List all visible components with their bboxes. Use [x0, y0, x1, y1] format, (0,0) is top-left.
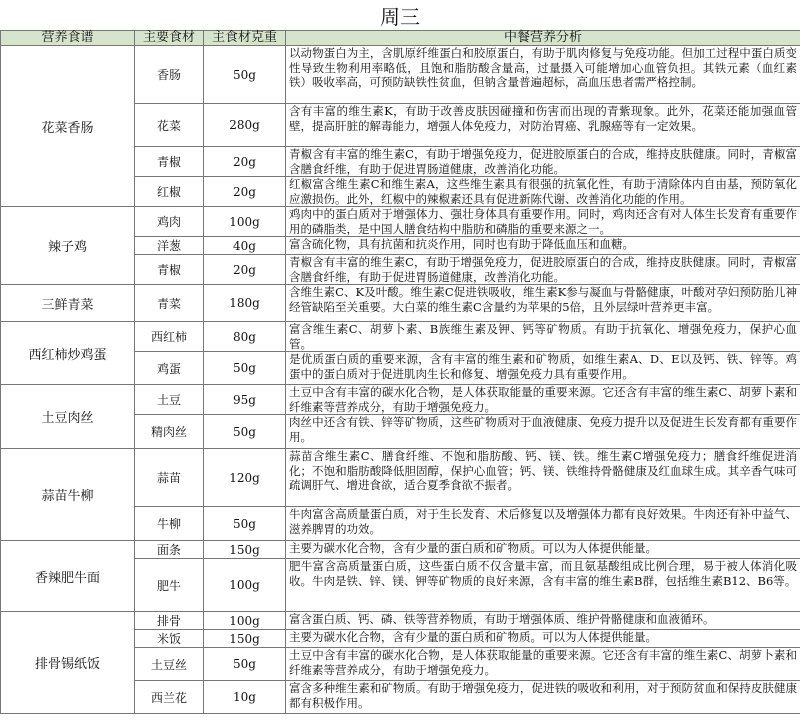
- header-weight: 主食材克重: [204, 31, 286, 46]
- dish-name: 香辣肥牛面: [1, 541, 135, 612]
- analysis-cell: 肉丝中还含有铁、锌等矿物质，这些矿物质对于血液健康、免疫力提升以及促进生长发育都有重要作用。: [286, 415, 800, 449]
- analysis-cell: 以动物蛋白为主，含肌原纤维蛋白和胶原蛋白，有助于肌肉修复与免疫功能。但加工过程中蛋白质变性导致生物利用率略低，且饱和脂肪酸含量高，过量摄入可能增加心血管负担。其铁元素（血红素铁）吸收率高，可预防缺铁性贫血，但钠含量普遍超标，高血压患者需严格控制。: [286, 46, 800, 104]
- dish-name: 土豆肉丝: [1, 385, 135, 449]
- header-ingredient: 主要食材: [135, 31, 204, 46]
- table-row: [1, 449, 800, 507]
- page-title: 周三: [0, 0, 800, 31]
- weight-cell: 280g: [204, 104, 286, 147]
- dish-name: 三鲜青菜: [1, 285, 135, 322]
- table-row: [1, 385, 800, 415]
- dish-name: 排骨锡纸饭: [1, 612, 135, 714]
- ingredient-cell: 米饭: [135, 630, 204, 648]
- ingredient-cell: 青菜: [135, 285, 204, 322]
- ingredient-cell: 蒜苗: [135, 449, 204, 507]
- table-row: [1, 322, 800, 352]
- weight-cell: 20g: [204, 147, 286, 177]
- weight-cell: 80g: [204, 322, 286, 352]
- weight-cell: 10g: [204, 681, 286, 714]
- ingredient-cell: 青椒: [135, 147, 204, 177]
- table-header-row: [1, 31, 800, 46]
- ingredient-cell: 西红柿: [135, 322, 204, 352]
- ingredient-cell: 红椒: [135, 177, 204, 207]
- analysis-cell: 蒜苗含维生素C、膳食纤维、不饱和脂肪酸、钙、镁、铁。维生素C增强免疫力；膳食纤维促进消化；不饱和脂肪酸降低胆固醇，保护心血管；钙、镁、铁维持骨骼健康及红血球生成。其辛香气味可疏调肝气、增进食欲，适合夏季食欲不振者。: [286, 449, 800, 507]
- table-row: [1, 46, 800, 104]
- header-analysis: 中餐营养分析: [286, 31, 800, 46]
- weight-cell: 180g: [204, 285, 286, 322]
- ingredient-cell: 鸡蛋: [135, 352, 204, 385]
- weight-cell: 95g: [204, 385, 286, 415]
- table-row: [1, 285, 800, 322]
- dish-name: 辣子鸡: [1, 207, 135, 285]
- weight-cell: 50g: [204, 507, 286, 541]
- analysis-cell: 土豆中含有丰富的碳水化合物，是人体获取能量的重要来源。它还含有丰富的维生素C、胡萝卜素和纤维素等营养成分，有助于增强免疫力。: [286, 385, 800, 415]
- weight-cell: 100g: [204, 612, 286, 630]
- table-row: [1, 612, 800, 630]
- ingredient-cell: 排骨: [135, 612, 204, 630]
- table-row: [1, 541, 800, 559]
- weight-cell: 20g: [204, 177, 286, 207]
- dish-name: 西红柿炒鸡蛋: [1, 322, 135, 385]
- analysis-cell: 富含多种维生素和矿物质。有助于增强免疫力，促进铁的吸收和利用，对于预防贫血和保持皮肤健康都有积极作用。: [286, 681, 800, 714]
- analysis-cell: 鸡肉中的蛋白质对于增强体力、强壮身体具有重要作用。同时，鸡肉还含有对人体生长发育有重要作用的磷脂类，是中国人膳食结构中脂肪和磷脂的重要来源之一。: [286, 207, 800, 237]
- weight-cell: 50g: [204, 415, 286, 449]
- ingredient-cell: 肥牛: [135, 559, 204, 612]
- ingredient-cell: 洋葱: [135, 237, 204, 255]
- analysis-cell: 肥牛富含高质量蛋白质，这些蛋白质不仅含量丰富，而且氨基酸组成比例合理，易于被人体消化吸收。牛肉是铁、锌、镁、钾等矿物质的良好来源，含有丰富的维生素B群，包括维生素B12、B6等。: [286, 559, 800, 612]
- ingredient-cell: 土豆丝: [135, 648, 204, 681]
- analysis-cell: 红椒富含维生素C和维生素A，这些维生素具有很强的抗氧化性，有助于清除体内自由基，预防氧化应激损伤。此外，红椒中的辣椒素还具有促进新陈代谢、改善消化功能的作用。: [286, 177, 800, 207]
- ingredient-cell: 土豆: [135, 385, 204, 415]
- dish-name: 花菜香肠: [1, 46, 135, 207]
- ingredient-cell: 精肉丝: [135, 415, 204, 449]
- analysis-cell: 土豆中含有丰富的碳水化合物，是人体获取能量的重要来源。它还含有丰富的维生素C、胡萝卜素和纤维素等营养成分，有助于增强免疫力。: [286, 648, 800, 681]
- analysis-cell: 牛肉富含高质量蛋白质，对于生长发育、术后修复以及增强体力都有良好效果。牛肉还有补中益气、滋养脾胃的功效。: [286, 507, 800, 541]
- table-row: [1, 207, 800, 237]
- weight-cell: 40g: [204, 237, 286, 255]
- header-recipe: 营养食谱: [1, 31, 135, 46]
- analysis-cell: 是优质蛋白质的重要来源，含有丰富的维生素和矿物质，如维生素A、D、E以及钙、铁、锌等。鸡蛋中的蛋白质对于促进肌肉生长和修复、增强免疫力具有重要作用。: [286, 352, 800, 385]
- analysis-cell: 含维生素C、K及叶酸。维生素C促进铁吸收，维生素K参与凝血与骨骼健康，叶酸对孕妇预防胎儿神经管缺陷至关重要。大白菜的维生素C含量约为苹果的5倍，且外层绿叶营养更丰富。: [286, 285, 800, 322]
- weight-cell: 120g: [204, 449, 286, 507]
- ingredient-cell: 面条: [135, 541, 204, 559]
- analysis-cell: 含有丰富的维生素K，有助于改善皮肤因碰撞和伤害而出现的青紫现象。此外，花菜还能加强血管壁，提高肝脏的解毒能力，增强人体免疫力，对防治胃癌、乳腺癌等有一定效果。: [286, 104, 800, 147]
- ingredient-cell: 花菜: [135, 104, 204, 147]
- analysis-cell: 富含硫化物，具有抗菌和抗炎作用，同时也有助于降低血压和血糖。: [286, 237, 800, 255]
- ingredient-cell: 青椒: [135, 255, 204, 285]
- ingredient-cell: 香肠: [135, 46, 204, 104]
- analysis-cell: 富含维生素C、胡萝卜素、B族维生素及钾、钙等矿物质。有助于抗氧化、增强免疫力，保护心血管。: [286, 322, 800, 352]
- analysis-cell: 富含蛋白质、钙、磷、铁等营养物质，有助于增强体质、维护骨骼健康和血液循环。: [286, 612, 800, 630]
- weight-cell: 50g: [204, 648, 286, 681]
- ingredient-cell: 鸡肉: [135, 207, 204, 237]
- weight-cell: 50g: [204, 46, 286, 104]
- analysis-cell: 主要为碳水化合物，含有少量的蛋白质和矿物质。可以为人体提供能量。: [286, 541, 800, 559]
- weight-cell: 100g: [204, 207, 286, 237]
- weight-cell: 100g: [204, 559, 286, 612]
- analysis-cell: 主要为碳水化合物，含有少量的蛋白质和矿物质。可以为人体提供能量。: [286, 630, 800, 648]
- dish-name: 蒜苗牛柳: [1, 449, 135, 541]
- ingredient-cell: 牛柳: [135, 507, 204, 541]
- analysis-cell: 青椒含有丰富的维生素C，有助于增强免疫力，促进胶原蛋白的合成，维持皮肤健康。同时，青椒富含膳食纤维，有助于促进胃肠道健康，改善消化功能。: [286, 147, 800, 177]
- weight-cell: 150g: [204, 630, 286, 648]
- analysis-cell: 青椒含有丰富的维生素C，有助于增强免疫力，促进胶原蛋白的合成，维持皮肤健康。同时，青椒富含膳食纤维，有助于促进胃肠道健康，改善消化功能。: [286, 255, 800, 285]
- ingredient-cell: 西兰花: [135, 681, 204, 714]
- weight-cell: 50g: [204, 352, 286, 385]
- weight-cell: 20g: [204, 255, 286, 285]
- weight-cell: 150g: [204, 541, 286, 559]
- nutrition-table: [0, 30, 800, 714]
